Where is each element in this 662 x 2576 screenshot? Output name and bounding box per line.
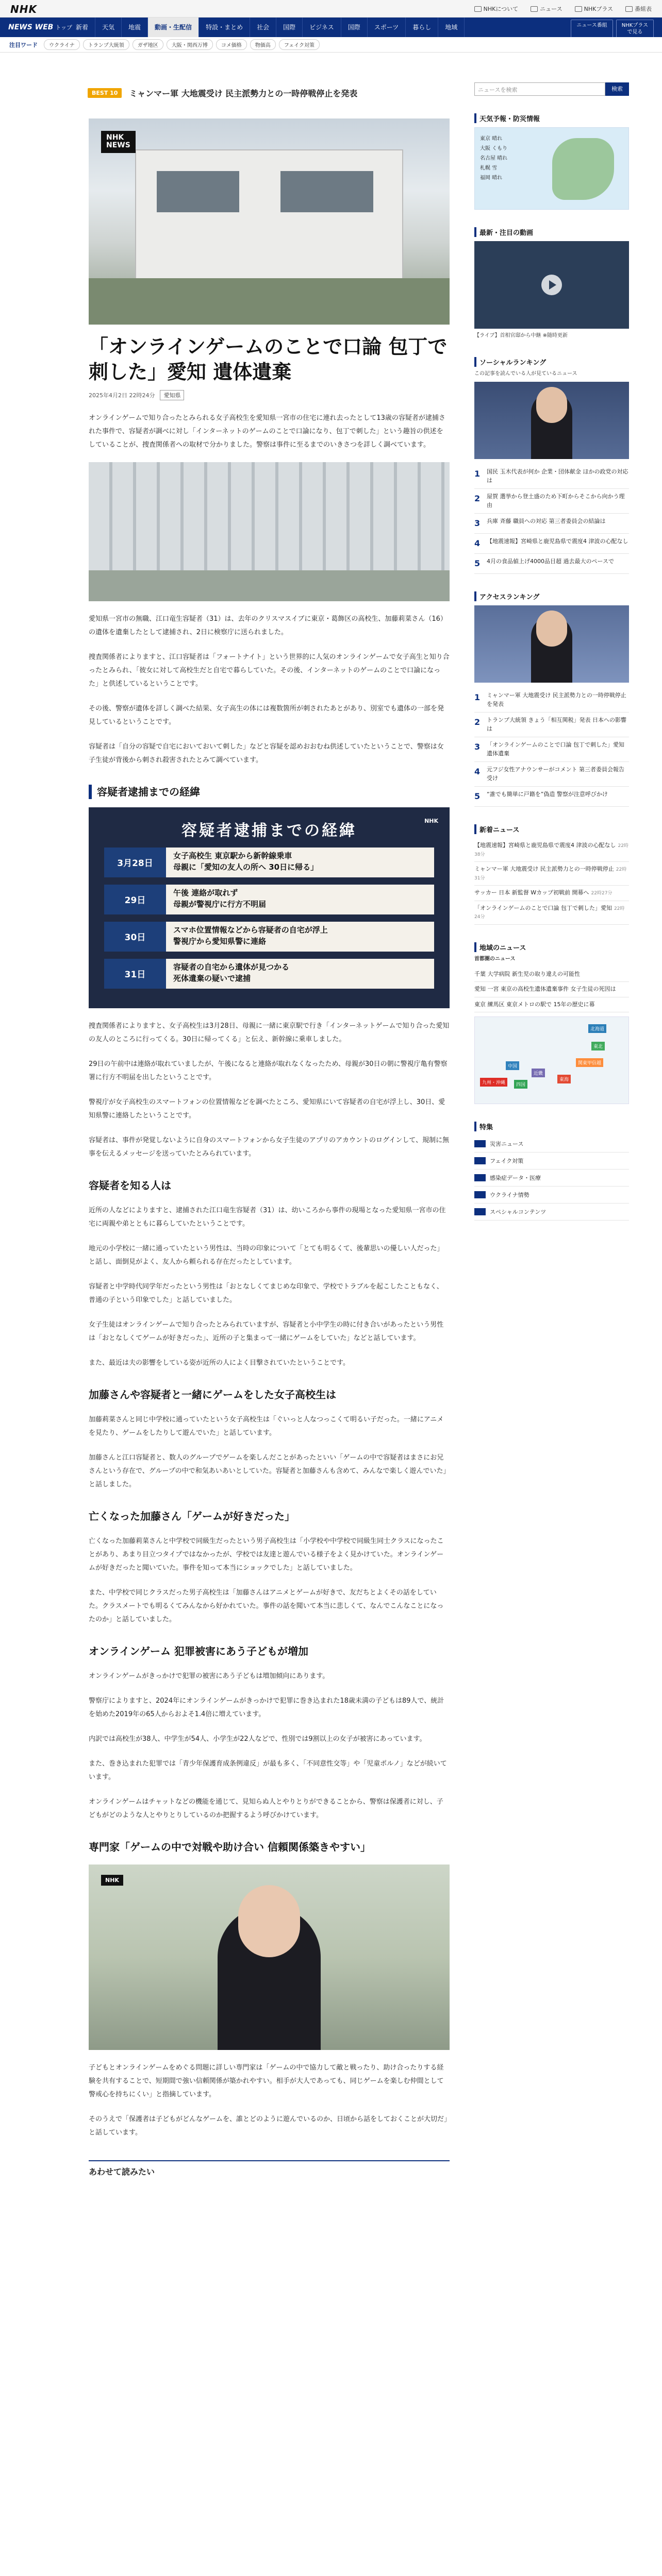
weather-item: 福岡 晴れ [480,175,503,181]
news-item[interactable]: ミャンマー軍 大地震受け 民主派勢力との一時停戦停止 22時31分 [474,862,629,886]
news-program-button[interactable]: ニュース番組 [571,20,613,38]
trending-item[interactable]: 物価高 [250,39,276,50]
special-item[interactable]: 感染症データ・医療 [474,1170,629,1187]
social-ranking-list [474,464,629,574]
local-news-sub: 首都圏のニュース [474,956,516,962]
disaster-icon [474,1140,486,1147]
expert-photo [89,1865,450,2050]
article [89,118,450,2177]
timeline-row [104,922,434,952]
special-item[interactable]: フェイク対策 [474,1153,629,1170]
tab-local[interactable]: 地域 [438,18,465,37]
news-icon [531,6,538,12]
timeline-event: 午後 連絡が取れず 母親が警視庁に行方不明届 [166,885,434,914]
trending-item[interactable]: コメ価格 [216,39,247,50]
search-input[interactable]: ニュースを検索 [474,82,605,96]
japan-map [552,138,614,200]
region-tag[interactable]: 愛知県 [160,390,184,400]
news-item[interactable]: 東京 練馬区 東京メトロの駅で 15年の歴史に幕 [474,997,629,1013]
timeline-event: スマホ位置情報などから容疑者の自宅が浮上 警視庁から愛知県警に連絡 [166,922,434,952]
play-icon[interactable] [541,275,562,295]
latest-news-heading[interactable]: 新着ニュース [474,824,629,834]
region-map [474,1016,629,1104]
service-link-plus[interactable]: NHKプラス [575,5,613,13]
photo-logo: NHK [101,1875,123,1886]
section-heading: 容疑者逮捕までの経緯 [89,785,450,799]
paragraph: オンラインゲームはチャットなどの機能を通じて、見知らぬ人とやりとりができることから、警察は保護者に対し、子どもがどのような人とやりとりしているのか把握するよう呼びかけています。 [89,1798,443,1819]
paragraph: また、中学校で同じクラスだった男子高校生は「加藤さんはアニメとゲームが好きで、友だちとよくその話をしていた。クラスメートでも明るくてみんなから好かれていた。事件の話を聞いて本当に悲しくて、なんでこんなことになったのか」と話していました。 [89,1588,444,1623]
tab-life[interactable]: 暮らし [406,18,438,37]
weather-list [480,134,507,183]
region-tokai[interactable]: 東海 [557,1075,571,1083]
top-bar [0,0,662,18]
trending-item[interactable]: ガザ地区 [133,39,163,50]
weather-item: 東京 晴れ [480,136,503,142]
trending-item[interactable]: フェイク対策 [279,39,320,50]
section-heading: 専門家「ゲームの中で対戦や助け合い 信頼関係築きやすい」 [89,1840,371,1853]
access-thumbnail[interactable] [474,605,629,683]
nhk-news-badge: NHK NEWS [101,131,136,153]
paragraph: 近所の人などによりますと、逮捕された江口竜生容疑者（31）は、幼いころから事件の現場となった愛知県一宮市の住宅に両親や弟とともに暮らしていたということです。 [89,1206,446,1228]
search-button[interactable]: 検索 [605,82,629,96]
nhk-plus-button[interactable]: NHKプラス で見る [616,20,654,38]
paragraph: オンラインゲームで知り合ったとみられる女子高校生を愛知県一宮市の住宅に連れ去ったとして13歳の容疑者が逮捕された事件で、容疑者が調べに対し「インターネットのゲームのことで口論になり、包丁で刺した」という趣旨の供述をしていることが、捜査関係者への取材で分かりました。警察は事件に至るまでのいきさつを詳しく調べています。 [89,414,445,449]
region-hokkaido[interactable]: 北海道 [588,1024,606,1033]
paragraph: 加藤莉菜さんと同じ中学校に通っていたという女子高校生は「ぐいっと人なつっこくて明るい子だった。一緒にアニメを見たり、ゲームをしたりして遊んでいた」と話しています。 [89,1415,444,1437]
tab-sports[interactable]: スポーツ [368,18,406,37]
article-hero-image [89,118,450,325]
paragraph: 捜査関係者によりますと、女子高校生は3月28日、母親に一緒に東京駅で行き「インターネットゲームで知り合った愛知の友人のところに行ってくる。30日に帰ってくる」と伝え、新幹線に乗車しました。 [89,1022,450,1043]
paragraph: また、巻き込まれた犯罪では「青少年保護育成条例違反」が最も多く、「不同意性交等」や「児童ポルノ」などが続いています。 [89,1759,447,1781]
nav-right [571,20,654,38]
timeline-row [104,959,434,989]
nhk-logo[interactable]: NHK [10,3,37,15]
timeline-date: 31日 [104,959,166,989]
news-item[interactable]: 愛知 一宮 東京の高校生遺体遺棄事件 女子生徒の死因は [474,982,629,997]
tab-international[interactable]: 国際 [341,18,368,37]
timeline-row [104,885,434,914]
region-shikoku[interactable]: 四国 [514,1080,527,1089]
paragraph: 女子生徒はオンラインゲームで知り合ったとみられていますが、容疑者と小中学生の時に付き合いがあったという男性は「おとなしくてゲームが好きだった」、近所の子と集まって一緒にゲームをしていた」などと話しています。 [89,1320,444,1342]
ukraine-icon [474,1191,486,1198]
trending-item[interactable]: ウクライナ [44,39,80,50]
special-heading: 特集 [474,1122,629,1131]
region-kyushu[interactable]: 九州・沖縄 [480,1078,507,1087]
timeline-title: 容疑者逮捕までの経緯 [181,821,357,840]
paragraph: 愛知県一宮市の無職、江口竜生容疑者（31）は、去年のクリスマスイブに東京・葛飾区の高校生、加藤莉菜さん（16）の遺体を遺棄したとして逮捕され、2日に検察庁に送られました。 [89,615,447,636]
main-nav [0,18,662,37]
fake-check-icon [474,1157,486,1164]
expert-face [238,1885,300,1957]
access-ranking-list [474,688,629,807]
paragraph: 容疑者は、事件が発覚しないように自身のスマートフォンから女子生徒のアプリのアカウントのログインして、規制に無事を伝えるメッセージを送っていたとみられています。 [89,1136,450,1158]
region-kanto[interactable]: 関東甲信越 [576,1058,603,1067]
news-item[interactable]: 「オンラインゲームのことで口論 包丁で刺した」愛知 22時24分 [474,901,629,925]
paragraph: 加藤さんと江口容疑者と、数人のグループでゲームを楽しんだことがあったといい「ゲームの中で容疑者はまさにお兄さんという存在で、グループの中で和気あいあいとしていた。容疑者と加藤さんも含めて、みんなで楽しく遊んでいた」と話しました。 [89,1453,446,1488]
section-heading: 亡くなった加藤さん「ゲームが好きだった」 [89,1510,295,1522]
paragraph: 警察庁によりますと、2024年にオンラインゲームがきっかけで犯罪に巻き込まれた18歳未満の子どもは89人で、統計を始めた2019年の65人からおよそ1.4倍に増えています。 [89,1697,444,1718]
special-item[interactable]: ウクライナ情勢 [474,1187,629,1204]
search-box [474,82,629,96]
nav-tabs [69,18,465,37]
paragraph: 容疑者と中学時代同学年だったという男性は「おとなしくてまじめな印象で、学校でトラブルを起こしたこともなく、普通の子という印象でした」と話していました。 [89,1282,443,1304]
ranking-item[interactable]: 5 “誰でも簡単に戸籍を”偽造 警察が注意呼びかけ [474,787,629,807]
weather-map[interactable] [474,127,629,210]
video-thumbnail[interactable] [474,241,629,329]
paragraph: 内訳では高校生が38人、中学生が54人、小学生が22人などで、性別では9割以上の女子が被害にあっています。 [89,1735,426,1743]
breaking-text[interactable]: ミャンマー軍 大地震受け 民主派勢力との一時停戦停止を発表 [129,88,358,98]
timeline-date: 30日 [104,922,166,952]
weather-item: 札幌 雪 [480,165,498,171]
section-heading: 加藤さんや容疑者と一緒にゲームをした女子高校生は [89,1388,336,1401]
video-caption[interactable]: 【ライブ】首相官邸から中継 ※随時更新 [474,333,568,338]
tab-politics[interactable]: 国際 [276,18,303,37]
paragraph: 子どもとオンラインゲームをめぐる問題に詳しい専門家は「ゲームの中で協力して敵と戦ったり、助け合ったりする経験を共有することで、短期間で強い信頼関係が築かれやすい。相手が大人であっても、同じゲームを楽しむ仲間として警戒心を持ちにくい」と指摘しています。 [89,2063,444,2098]
anchor-face [536,611,567,647]
region-chugoku[interactable]: 中国 [506,1061,519,1070]
weather-item: 名古屋 晴れ [480,156,508,161]
news-item[interactable]: サッカー 日本 新監督 Wカップ初戦前 開幕へ 22時27分 [474,886,629,901]
related-articles [89,2160,450,2177]
timeline-row [104,848,434,877]
article-photo [89,462,450,601]
play-icon [575,6,582,12]
paragraph: 容疑者は「自分の容疑で自宅においておいて刺した」などと容疑を認めおおむね供述していたということで、警察は女子生徒が背後から刺され殺害されたとみて調べています。 [89,742,444,764]
paragraph: そのうえで「保護者は子どもがどんなゲームを、誰とどのように遊んでいるのか、日頃から話をしておくことが大切だ」と話しています。 [89,2115,448,2137]
breaking-badge: BEST 10 [88,88,122,98]
ranking-thumbnail[interactable] [474,382,629,459]
access-ranking-heading: アクセスランキング [474,591,629,601]
ranking-item[interactable]: 2 トランプ大統領 きょう「相互関税」発表 日本への影響は [474,713,629,737]
latest-news-list [474,838,629,925]
special-item[interactable]: スペシャルコンテンツ [474,1204,629,1221]
paragraph: オンラインゲームがきっかけで犯罪の被害にあう子どもは増加傾向にあります。 [89,1672,329,1680]
timeline-event: 容疑者の自宅から遺体が見つかる 死体遺棄の疑いで逮捕 [166,959,434,989]
special-list [474,1136,629,1221]
social-ranking-sub: この記事を読んでいる人が見ているニュース [474,371,577,377]
service-link-about[interactable]: NHKについて [474,5,519,13]
trending-label: 注目ワード [9,41,38,48]
trending-item[interactable]: 大阪・関西万博 [167,39,213,50]
timeline-event: 女子高校生 東京駅から新幹線乗車 母親に「愛知の友人の所へ 30日に帰る」 [166,848,434,877]
ranking-item[interactable]: 1 国民 玉木代表が何か 企業・団体献金 ほかの政党の対応は [474,464,629,489]
ranking-item[interactable]: 5 4月の食品値上げ4000品目超 過去最大のペースで [474,554,629,574]
trending-words [0,37,662,53]
social-ranking-heading: ソーシャルランキング [474,357,629,367]
tab-latest[interactable]: 新着 [69,18,95,37]
ranking-item[interactable]: 3 兵庫 斉藤 職員への対応 第三者委員会の結論は [474,514,629,534]
paragraph: 亡くなった加藤莉菜さんと中学校で同級生だったという男子高校生は「小学校や中学校で同級生同士クラスになったことがあり、あまり目立つタイプではなかったが、学校では友達と遊んでいる様子をよく見かけていた。オンラインゲームが好きだったと聞いていた。事件を知って本当にショックでした」と話していました。 [89,1537,444,1572]
service-link-schedule[interactable]: 番組表 [625,5,652,13]
article-title: 「オンラインゲームのことで口論 包丁で刺した」愛知 遺体遺棄 [89,335,448,384]
ranking-item[interactable]: 4 【地震速報】宮崎県と鹿児島県で震度4 津波の心配なし [474,534,629,554]
tv-icon [474,6,482,12]
local-news-list [474,967,629,1013]
ranking-item[interactable]: 3 「オンラインゲームのことで口論 包丁で刺した」愛知 遺体遺棄 [474,737,629,762]
timeline-logo: NHK [424,817,438,824]
weather-heading[interactable]: 天気予報・防災情報 [474,113,629,123]
news-item[interactable]: 千葉 大学病院 新生児の取り違えの可能性 [474,967,629,982]
sidebar [474,82,629,1221]
timeline-graphic [89,807,450,1008]
paragraph: その後、警察が遺体を詳しく調べた結果、女子高生の体には複数箇所が刺されたあとがあり、別室でも遺体の一部を発見しているということです。 [89,704,444,726]
region-kinki[interactable]: 近畿 [532,1069,545,1077]
special-item[interactable]: 災害ニュース [474,1136,629,1153]
tab-earthquake[interactable]: 地震 [122,18,148,37]
special-content-icon [474,1208,486,1215]
fence-photo [89,278,450,325]
timeline-date: 3月28日 [104,848,166,877]
weather-item: 大阪 くもり [480,146,508,151]
timeline-date: 29日 [104,885,166,914]
related-heading: あわせて読みたい [89,2166,155,2177]
tab-weather[interactable]: 天気 [95,18,122,37]
service-links [474,5,652,13]
medical-icon [474,1174,486,1181]
trending-item[interactable]: トランプ大統領 [83,39,129,50]
section-heading: 容疑者を知る人は [89,1179,171,1192]
local-news-heading[interactable]: 地域のニュース [474,942,629,952]
ranking-item[interactable]: 1 ミャンマー軍 大地震受け 民主派勢力との一時停戦停止を発表 [474,688,629,713]
paragraph: 29日の午前中は連絡が取れていましたが、午後になると連絡が取れなくなったため、母親が30日の朝に警視庁亀有警察署に行方不明届を出したということです。 [89,1060,448,1081]
anchor-face [536,387,567,423]
tab-business[interactable]: ビジネス [303,18,341,37]
ranking-item[interactable]: 4 元フジ女性アナウンサーがコメント 第三者委員会報告受け [474,762,629,787]
news-item[interactable]: 【地震速報】宮崎県と鹿児島県で震度4 津波の心配なし 22時38分 [474,838,629,862]
news-web-brand[interactable]: NEWS WEB トップ [8,23,73,31]
region-tohoku[interactable]: 東北 [591,1042,605,1050]
calendar-icon [625,6,633,12]
section-heading: オンラインゲーム 犯罪被害にあう子どもが増加 [89,1645,308,1657]
paragraph: また、最近は夫の影響をしている姿が近所の人によく目撃されていたということです。 [89,1359,350,1367]
service-link-news[interactable]: ニュース [531,5,562,13]
ranking-item[interactable]: 2 屋賀 選挙から登土盛のため下町からそこから向かう理由 [474,489,629,514]
article-date: 2025年4月2日 22時24分 [89,392,155,399]
paragraph: 地元の小学校に一緒に通っていたという男性は、当時の印象について「とても明るくて、後輩思いの優しい人だった」と話し、面倒見がよく、友人から頼られる存在だったとしています。 [89,1244,444,1266]
tab-society[interactable]: 社会 [250,18,276,37]
video-heading[interactable]: 最新・注目の動画 [474,227,629,237]
tab-special[interactable]: 特設・まとめ [199,18,250,37]
paragraph: 捜査関係者によりますと、江口容疑者は「フォートナイト」という世界的に人気のオンラインゲームで女子高生と知り合ったとみられ、「彼女に対して高校生だと自宅で暮らしていた。その後、インターネットのゲームのことで口論になった」と供述しているということです。 [89,653,450,688]
tab-video[interactable]: 動画・生配信 [148,18,199,37]
breaking-news[interactable] [88,82,449,103]
article-meta [89,390,450,400]
paragraph: 警視庁が女子高校生のスマートフォンの位置情報などを調べたところ、愛知県にいて容疑者の自宅が浮上し、30日、愛知県警に連絡したということです。 [89,1098,445,1120]
